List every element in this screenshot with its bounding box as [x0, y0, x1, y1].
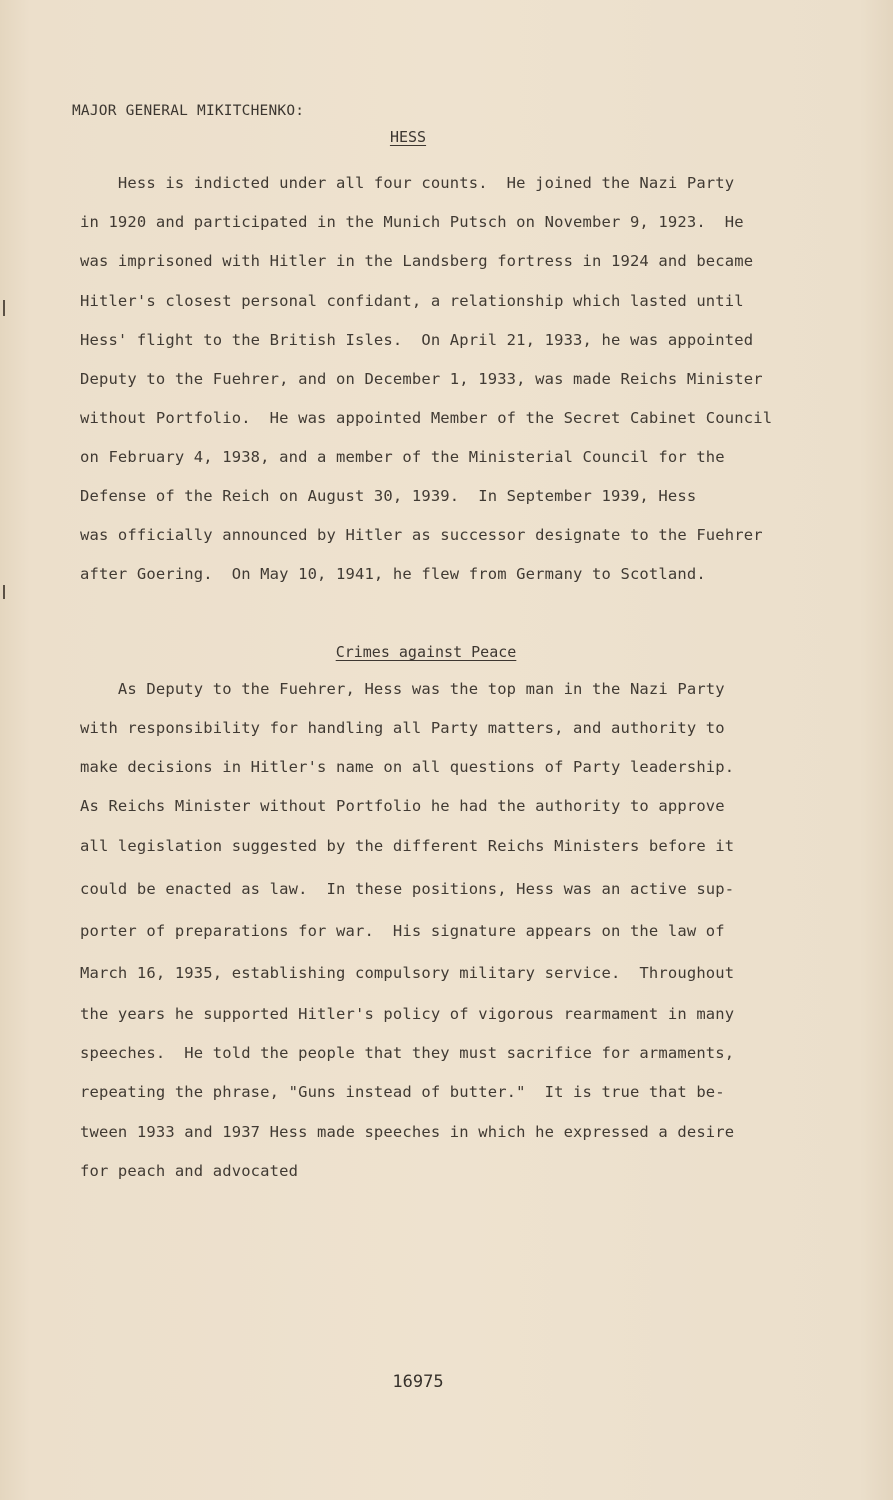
text-line: repeating the phrase, "Guns instead of butter." It is true that be- — [80, 1083, 725, 1101]
page-title: HESS — [389, 128, 427, 146]
text-line: As Reichs Minister without Portfolio he had the authority to approve — [80, 797, 725, 815]
speaker-label: MAJOR GENERAL MIKITCHENKO: — [72, 103, 305, 119]
text-line: Defense of the Reich on August 30, 1939. In September 1939, Hess — [80, 487, 697, 505]
text-line: tween 1933 and 1937 Hess made speeches in which he expressed a desire — [80, 1123, 735, 1141]
text-line: could be enacted as law. In these positions, Hess was an active sup- — [80, 880, 735, 898]
text-line: after Goering. On May 10, 1941, he flew from Germany to Scotland. — [80, 565, 706, 583]
text-line: the years he supported Hitler's policy of vigorous rearmament in many — [80, 1005, 735, 1023]
edge-mark — [3, 300, 5, 316]
text-line: March 16, 1935, establishing compulsory military service. Throughout — [80, 964, 735, 982]
text-line: Deputy to the Fuehrer, and on December 1, 1933, was made Reichs Minister — [80, 370, 763, 388]
text-line: Hitler's closest personal confidant, a relationship which lasted until — [80, 292, 744, 310]
text-line: all legislation suggested by the different Reichs Ministers before it — [80, 837, 735, 855]
text-line: Hess' flight to the British Isles. On April 21, 1933, he was appointed — [80, 331, 754, 349]
text-line: for peach and advocated — [80, 1162, 299, 1180]
text-line: without Portfolio. He was appointed Member of the Secret Cabinet Council — [80, 409, 773, 427]
text-line: Hess is indicted under all four counts. He joined the Nazi Party — [80, 174, 735, 192]
text-line: in 1920 and participated in the Munich Putsch on November 9, 1923. He — [80, 213, 744, 231]
text-line: was officially announced by Hitler as successor designate to the Fuehrer — [80, 526, 763, 544]
text-line: was imprisoned with Hitler in the Landsberg fortress in 1924 and became — [80, 252, 754, 270]
text-line: porter of preparations for war. His signature appears on the law of — [80, 922, 725, 940]
page-number: 16975 — [392, 1372, 444, 1392]
text-line: make decisions in Hitler's name on all questions of Party leadership. — [80, 758, 735, 776]
text-line: on February 4, 1938, and a member of the Ministerial Council for the — [80, 448, 725, 466]
text-line: As Deputy to the Fuehrer, Hess was the top man in the Nazi Party — [80, 680, 725, 698]
text-line: with responsibility for handling all Party matters, and authority to — [80, 719, 725, 737]
text-line: speeches. He told the people that they must sacrifice for armaments, — [80, 1044, 735, 1062]
edge-mark — [3, 585, 5, 599]
section-heading: Crimes against Peace — [335, 643, 517, 661]
